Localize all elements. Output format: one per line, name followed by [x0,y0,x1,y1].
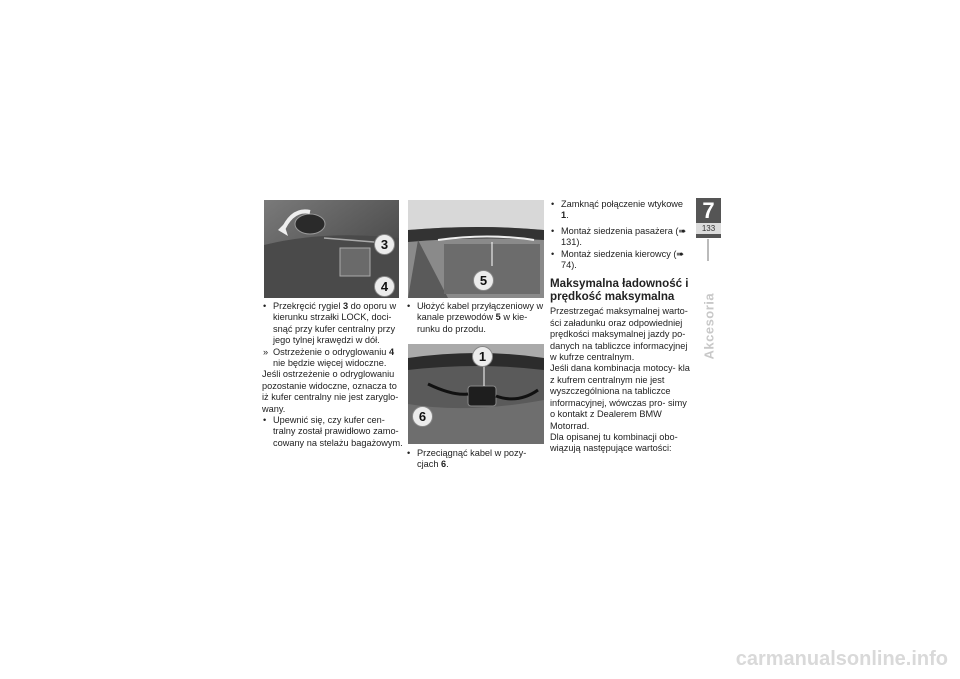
result-warning: » Ostrzeżenie o odryglowaniu 4 nie będzie więcej widoczne. [263,346,395,369]
column-2-text-2 [406,448,548,471]
bullet-dot: • [263,301,267,311]
sidebar-divider [707,239,709,261]
photo-cable-channel [408,200,544,298]
section-side-label: Akcesoria [701,292,717,360]
paragraph-load-limits: Przestrzegać maksymalnej warto- ści załadunku oraz odpowiedniej prędkości maksymalnej jazdy po- danych na tabliczce informacyjnej w kufrze centralnym. [550,306,688,363]
paragraph-contact-dealer: Jeśli dana kombinacja motocy- kla z kufrem centralnym nie jest wyszczególniona na tabliczce informacyjnej, wówczas pro- simy o kontakt z Dealerem BMW Motorrad. [550,363,690,431]
bullet-dot: • [407,301,411,311]
callout-3: 3 [374,234,395,255]
instruction-lay-cable: • Ułożyć kabel przyłączeniowy w kanale przewodów 5 w kie- runku do przodu. [407,301,544,334]
chapter-number: 7 [702,198,715,223]
bullet-dot: • [407,448,411,458]
callout-5: 5 [473,270,494,291]
callout-6: 6 [412,406,433,427]
instruction-rider-seat: • Montaż siedzenia kierowcy (➠ 74). [551,248,685,271]
chapter-tab [696,198,721,238]
watermark: carmanualsonline.info [735,648,948,670]
instruction-turn-lock: • Przekręcić rygiel 3 do oporu w kierunku strzałki LOCK, doci- snąć przy kufer centralny przy jego tylnej krawędzi w dół. [263,301,397,346]
instruction-passenger-seat: • Montaż siedzenia pasażera (➠ 131). [551,225,687,248]
page-reference-icon: ➠ [676,248,685,259]
callout-4: 4 [374,276,395,297]
paragraph-values-intro: Dla opisanej tu kombinacji obo- wiązują następujące wartości: [550,431,678,454]
section-heading: Maksymalna ładowność i prędkość maksymalna [550,277,689,304]
bullet-dot: • [551,248,555,259]
instruction-close-connector: • Zamknąć połączenie wtykowe 1. [551,199,684,221]
instruction-check-mount: • Upewnić się, czy kufer cen- tralny został prawidłowo zamo- cowany na stelażu bagażowym. [263,415,403,448]
note-paragraph: Jeśli ostrzeżenie o odryglowaniu pozostanie widoczne, oznacza to iż kufer centralny nie jest zaryglo- wany. [262,369,399,414]
bullet-dot: • [263,415,267,426]
page-number: 133 [696,223,721,234]
photo-lock-rotation [264,200,399,298]
bullet-dot: • [551,225,555,236]
callout-1: 1 [472,346,493,367]
bullet-dot: • [551,199,555,209]
column-3-text [550,199,690,455]
page-reference-icon: ➠ [678,225,687,236]
column-1-text [262,301,404,449]
column-2-text-1 [406,301,548,335]
photo-cable-routing [408,344,544,444]
instruction-pull-cable: • Przeciągnąć kabel w pozy- cjach 6. [407,448,527,470]
result-arrow-icon: » [263,346,269,357]
